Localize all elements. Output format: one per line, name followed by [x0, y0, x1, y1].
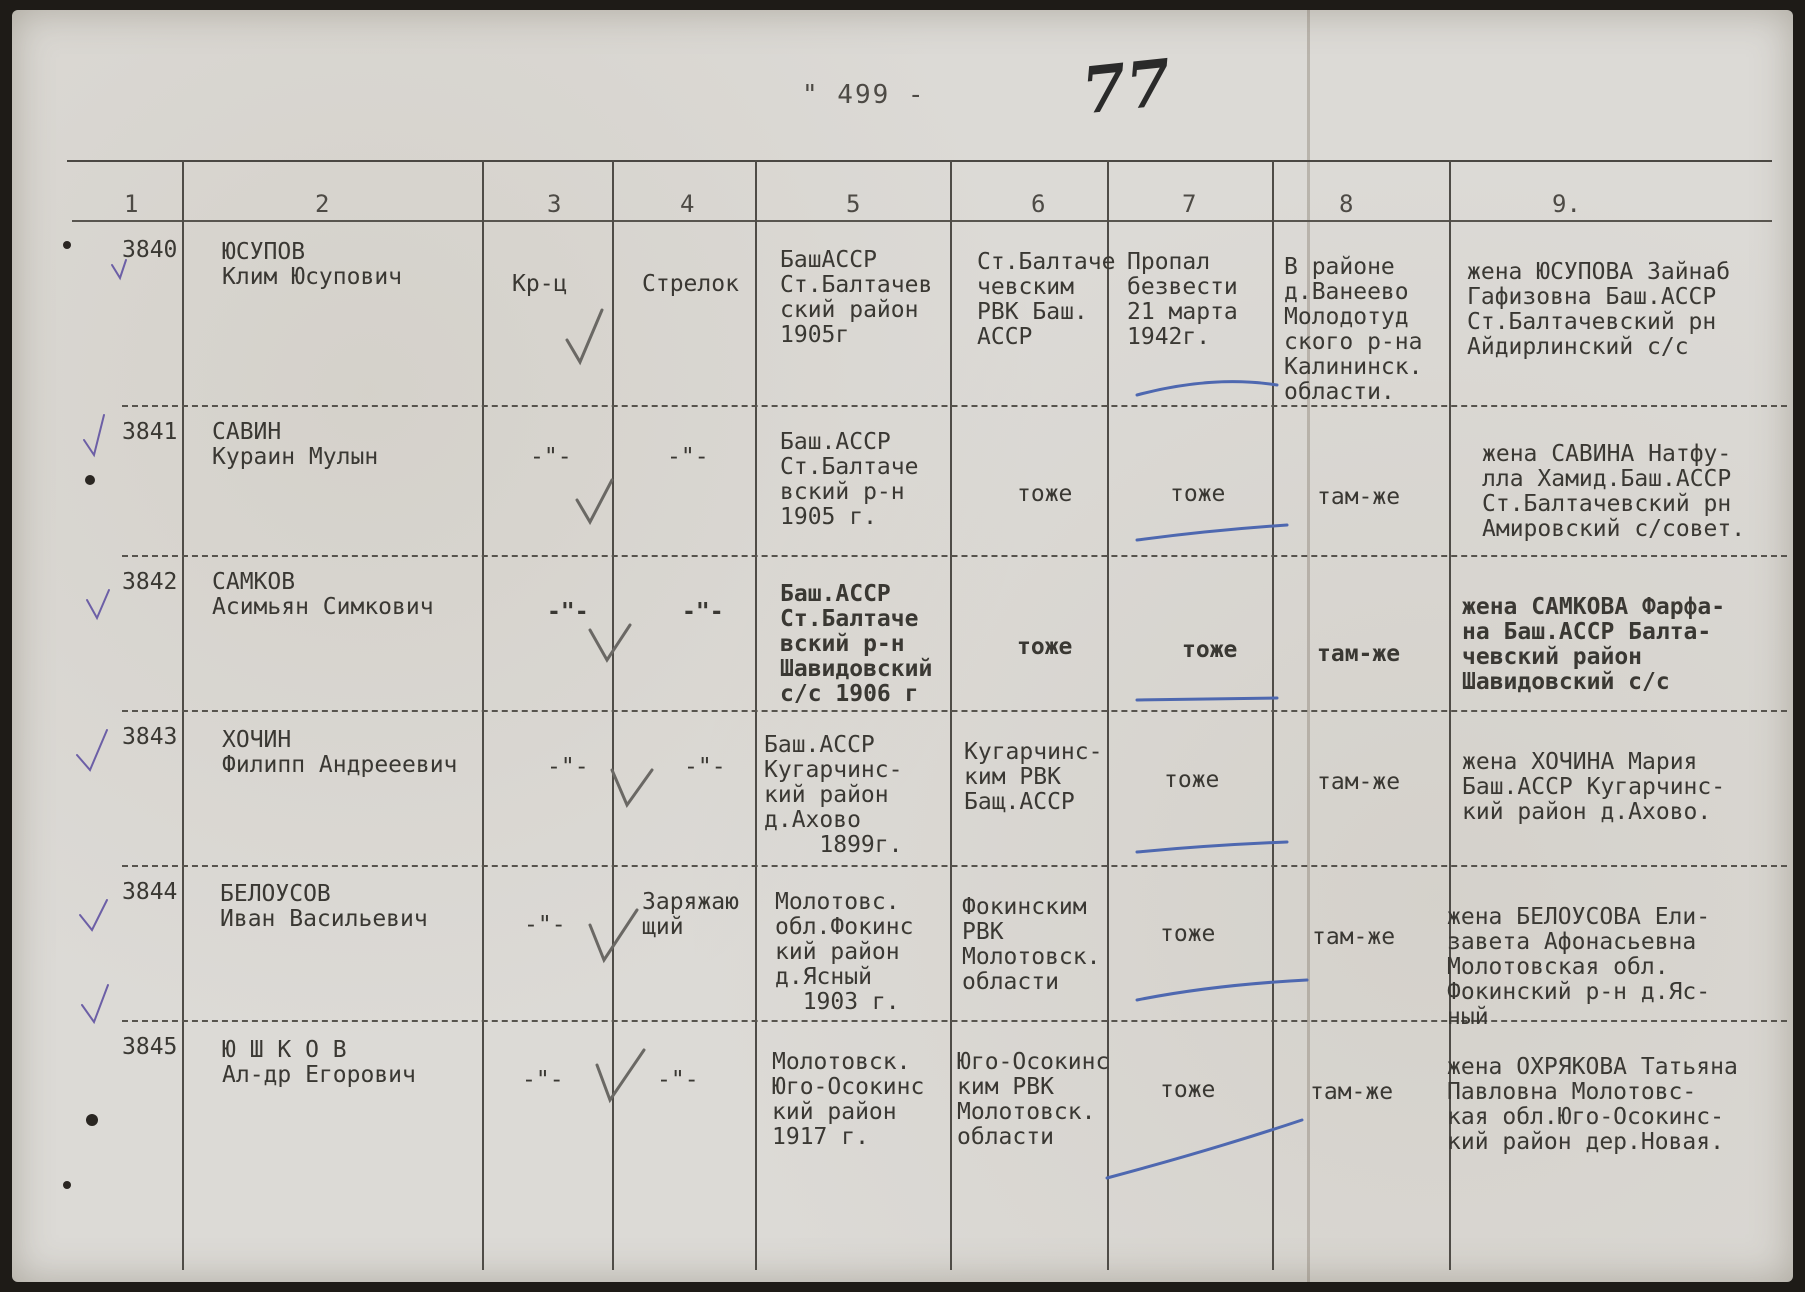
row-3840-relatives: жена ЮСУПОВА Зайнаб Гафизовна Баш.АССР Ст.Балтачевский рн Айдирлинский с/с [1467, 259, 1731, 360]
row-3842-fate: тоже [1182, 637, 1238, 663]
page-number: " 499 - [802, 80, 926, 110]
row-3842-rank: -"- [547, 599, 589, 625]
row-3843-relatives: жена ХОЧИНА Мария Баш.АССР Кугарчинс- кий район д.Ахово. [1462, 749, 1726, 825]
row-3843-position: -"- [684, 754, 726, 780]
row-3840-number: 3840 [122, 237, 178, 263]
row-3841-name: САВИН Кураин Мулын [212, 419, 379, 470]
row-3843-rank: -"- [547, 754, 589, 780]
row-3845-place: там-же [1310, 1079, 1394, 1105]
row-3841-relatives: жена САВИНА Натфу- лла Хамид.Баш.АССР Ст.Балтачевский рн Амировский с/совет. [1482, 441, 1746, 542]
row-3843-name: ХОЧИН Филипп Андрееевич [222, 727, 458, 778]
row-3842-relatives: жена САМКОВА Фарфа- на Баш.АССР Балта- чевский район Шавидовский с/с [1462, 594, 1726, 695]
row-3842-position: -"- [682, 599, 724, 625]
handwritten-marks [12, 10, 1793, 1282]
archive-document-sheet [12, 10, 1793, 1282]
column-number-4: 4 [680, 190, 695, 218]
row-3842-number: 3842 [122, 569, 178, 595]
pencil-checkmark-icon [567, 310, 652, 1100]
row-3844-birth: Молотовс. обл.Фокинс кий район д.Ясный 1903 г. [775, 889, 914, 1015]
column-number-6: 6 [1031, 190, 1046, 218]
row-3840-fate: Пропал безвести 21 марта 1942г. [1127, 249, 1238, 350]
row-3843-number: 3843 [122, 724, 178, 750]
row-3843-fate: тоже [1164, 767, 1220, 793]
row-3844-position: Заряжаю щий [642, 889, 739, 940]
row-3841-rank: -"- [530, 444, 572, 470]
row-3844-relatives: жена БЕЛОУСОВА Ели- завета Афонасьевна Молотовская обл. Фокинский р-н д.Яс- ный [1447, 904, 1711, 1030]
row-3842-place: там-же [1317, 641, 1401, 667]
column-number-9: 9. [1552, 190, 1581, 218]
column-number-8: 8 [1339, 190, 1354, 218]
row-3844-draft: Фокинским РВК Молотовск. области [962, 894, 1101, 995]
row-3844-place: там-же [1312, 924, 1396, 950]
purple-checkmark-icon [77, 260, 126, 1022]
column-number-7: 7 [1182, 190, 1197, 218]
folio-number: 77 [1078, 45, 1175, 130]
row-3842-name: САМКОВ Асимьян Симкович [212, 569, 434, 620]
row-3840-place: В районе д.Ванеево Молодотуд ского р-на Калининск. области. [1284, 254, 1423, 405]
row-3844-number: 3844 [122, 879, 178, 905]
row-3842-draft: тоже [1017, 634, 1073, 660]
row-3841-number: 3841 [122, 419, 178, 445]
row-3841-position: -"- [667, 444, 709, 470]
column-number-3: 3 [547, 190, 562, 218]
row-3841-draft: тоже [1017, 481, 1073, 507]
row-3841-birth: Баш.АССР Ст.Балтаче вский р-н 1905 г. [780, 429, 919, 530]
row-3845-rank: -"- [522, 1067, 564, 1093]
row-3842-birth: Баш.АССР Ст.Балтаче вский р-н Шавидовский с/с 1906 г [780, 581, 933, 707]
row-3841-place: там-же [1317, 484, 1401, 510]
row-3845-position: -"- [657, 1067, 699, 1093]
row-3840-rank: Кр-ц [512, 271, 568, 297]
column-number-1: 1 [124, 190, 139, 218]
row-3845-birth: Молотовск. Юго-Осокинс кий район 1917 г. [772, 1049, 925, 1150]
row-3843-place: там-же [1317, 769, 1401, 795]
row-3840-birth: БашАССР Ст.Балтачев ский район 1905г [780, 247, 933, 348]
row-3840-position: Стрелок [642, 271, 739, 297]
row-3845-draft: Юго-Осокинс ким РВК Молотовск. области [957, 1049, 1110, 1150]
row-3845-fate: тоже [1160, 1077, 1216, 1103]
row-3845-name: Ю Ш К О В Ал-др Егорович [222, 1037, 416, 1088]
binding-hole-icon [63, 241, 98, 1189]
row-3844-rank: -"- [524, 912, 566, 938]
row-3845-number: 3845 [122, 1034, 178, 1060]
row-3843-draft: Кугарчинс- ким РВК Бащ.АССР [964, 739, 1103, 815]
row-3840-draft: Ст.Балтаче чевским РВК Баш. АССР [977, 249, 1116, 350]
row-3840-name: ЮСУПОВ Клим Юсупович [222, 239, 403, 290]
ink-underline [1107, 382, 1307, 1178]
column-number-5: 5 [846, 190, 861, 218]
row-3841-fate: тоже [1170, 481, 1226, 507]
row-3843-birth: Баш.АССР Кугарчинс- кий район д.Ахово 1899г. [764, 732, 903, 858]
row-3845-relatives: жена ОХРЯКОВА Татьяна Павловна Молотовс- кая обл.Юго-Осокинс- кий район дер.Новая. [1447, 1054, 1738, 1155]
row-3844-name: БЕЛОУСОВ Иван Васильевич [220, 881, 428, 932]
column-number-2: 2 [315, 190, 330, 218]
row-3844-fate: тоже [1160, 921, 1216, 947]
